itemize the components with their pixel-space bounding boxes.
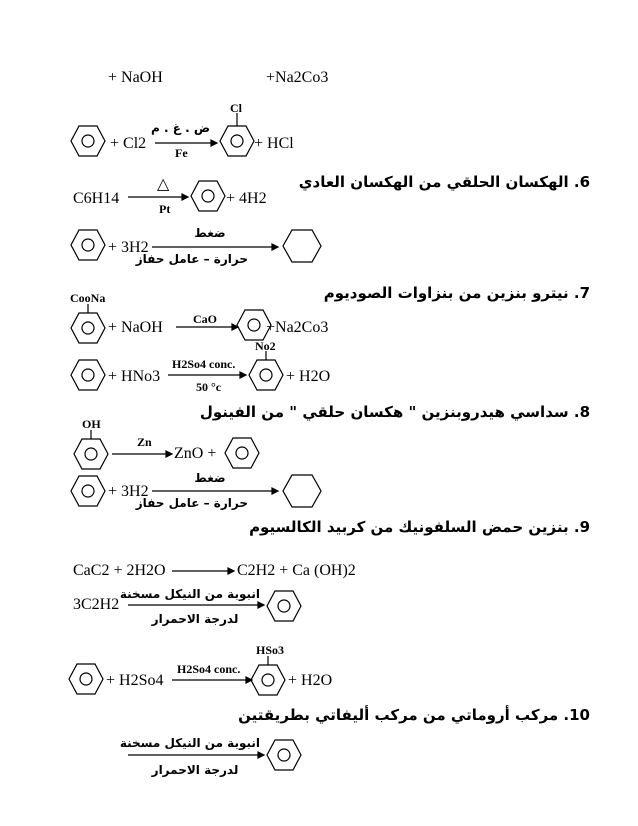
substituent-label: CooNa [70, 291, 106, 305]
heading-number: 9. [573, 518, 590, 536]
reaction-reactant: + Cl2 [110, 135, 147, 152]
benzene-ring-icon [190, 180, 226, 212]
naoh-text: + NaOH [108, 69, 163, 86]
benzene-ring-icon [266, 739, 302, 771]
na2co3-text: +Na2Co3 [266, 69, 329, 86]
reaction-condition: H2So4 conc. [177, 662, 241, 676]
reaction-reactant: CaC2 + 2H2O [73, 562, 166, 579]
substituent-label: No2 [255, 339, 276, 353]
heading-8 [200, 405, 590, 420]
benzenesulfonic-acid-ring-icon [250, 656, 286, 696]
reaction-arrow-icon [128, 601, 264, 609]
heading-number: 10. [563, 706, 590, 724]
heading-6 [299, 175, 590, 190]
reaction-reactant: + NaOH [108, 319, 163, 336]
reaction-arrow-icon [172, 567, 234, 575]
reaction-arrow-icon [168, 371, 246, 379]
reaction-product: + 4H2 [226, 190, 267, 207]
reaction-condition: انبوبة من النيكل مسخنة [119, 587, 260, 601]
benzene-ring-icon [70, 359, 106, 391]
heading-7 [324, 286, 590, 301]
cyclohexane-ring-icon [282, 229, 322, 263]
reaction-reactant: C6H14 [73, 190, 120, 207]
benzene-ring-icon [70, 229, 106, 261]
reaction-condition: انبوبة من النيكل مسخنة [119, 736, 260, 750]
reaction-arrow-icon [176, 323, 238, 331]
reaction-product: +Na2Co3 [266, 319, 329, 336]
heat-icon: △ [157, 176, 170, 193]
heading-9 [249, 520, 590, 535]
reaction-condition: ض . غ . م [151, 121, 210, 135]
reaction-reactant: + HNo3 [108, 368, 161, 385]
reaction-catalyst: Fe [175, 146, 188, 160]
reaction-condition: ضغط [194, 471, 226, 485]
reaction-temperature: 50 °c [196, 380, 222, 394]
substituent-label: Cl [230, 101, 242, 115]
reaction-catalyst: Pt [159, 202, 171, 216]
chlorobenzene-ring-icon [219, 113, 255, 157]
reaction-product: + H2O [288, 672, 333, 689]
reaction-condition: حرارة – عامل حفاز [135, 252, 248, 266]
heading-title: مركب أروماتي من مركب أليفاتي بطريقتين [238, 706, 559, 724]
reaction-product: C2H2 + Ca (OH)2 [237, 562, 356, 579]
reaction-condition: ضغط [194, 226, 226, 240]
reaction-condition: Zn [137, 435, 152, 449]
heading-title: بنزين حمض السلفونيك من كربيد الكالسيوم [249, 518, 569, 536]
reaction-condition: لدرجة الاحمرار [151, 612, 239, 626]
heading-title: سداسي هيدروبنزين " هكسان حلقي " من الفينول [199, 403, 569, 421]
phenol-ring-icon [73, 430, 109, 470]
heading-number: 7. [573, 284, 590, 302]
reaction-reactant: + 3H2 [108, 239, 149, 256]
reaction-reactant: 3C2H2 [73, 596, 120, 613]
reaction-product: + H2O [286, 368, 331, 385]
reaction-reactant: + H2So4 [106, 672, 164, 689]
substituent-label: HSo3 [256, 643, 285, 657]
benzene-ring-icon [224, 437, 260, 469]
benzene-ring-icon [70, 125, 106, 157]
benzene-ring-icon [266, 590, 302, 622]
sodium-benzoate-ring-icon [70, 304, 106, 344]
heading-title: نيترو بنزين من بنزاوات الصوديوم [323, 284, 569, 302]
heading-number: 6. [573, 173, 590, 191]
reaction-condition: H2So4 conc. [172, 357, 236, 371]
reaction-product: ZnO + [174, 445, 217, 462]
reaction-arrow-icon [112, 450, 172, 458]
reaction-product: + HCl [254, 135, 294, 152]
reaction-arrow-icon [128, 193, 188, 201]
substituent-label: OH [82, 417, 101, 431]
reaction-arrow-icon [152, 487, 278, 495]
benzene-ring-icon [70, 475, 106, 507]
heading-number: 8. [573, 403, 590, 421]
heading-title: الهكسان الحلقي من الهكسان العادي [298, 173, 569, 191]
reaction-arrow-icon [172, 676, 252, 684]
cyclohexane-ring-icon [282, 474, 322, 508]
reaction-arrow-icon [152, 243, 278, 251]
benzene-ring-icon [68, 663, 104, 695]
heading-10 [238, 708, 590, 723]
reaction-arrow-icon [128, 751, 264, 759]
reaction-condition: لدرجة الاحمرار [151, 763, 239, 777]
nitrobenzene-ring-icon [248, 351, 284, 391]
reaction-reactant: + 3H2 [108, 483, 149, 500]
reaction-condition: حرارة – عامل حفاز [135, 496, 248, 510]
reaction-condition: CaO [193, 312, 217, 326]
